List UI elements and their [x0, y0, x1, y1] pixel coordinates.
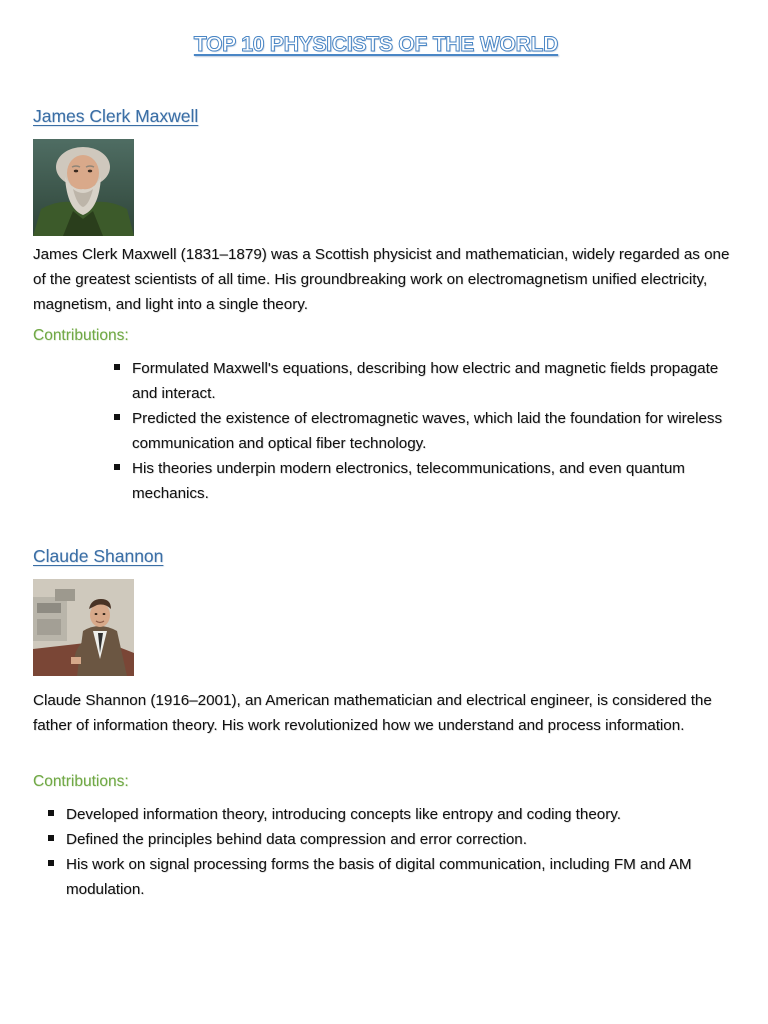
- maxwell-contributions-list: [114, 356, 724, 506]
- square-bullet-icon: [114, 464, 120, 470]
- section-heading-shannon[interactable]: Claude Shannon: [33, 546, 164, 566]
- section-heading-maxwell[interactable]: James Clerk Maxwell: [33, 106, 199, 126]
- list-item-text: Defined the principles behind data compression and error correction.: [66, 831, 527, 848]
- list-item: [48, 802, 738, 827]
- maxwell-paragraph: James Clerk Maxwell (1831–1879) was a Scottish physicist and mathematician, widely regarded as one of the greatest scientists of all time. His groundbreaking work on electromagnetism unified electricity, magnetism, and light into a single theory.: [33, 246, 730, 313]
- shannon-contributions-label: Contributions:: [33, 773, 129, 790]
- list-item: [48, 852, 738, 902]
- list-item: [114, 406, 724, 456]
- maxwell-contributions-label: Contributions:: [33, 327, 129, 344]
- list-item: [48, 827, 738, 852]
- list-item-text: His theories underpin modern electronics, telecommunications, and even quantum mechanics.: [132, 460, 685, 502]
- list-item-text: Developed information theory, introducing concepts like entropy and coding theory.: [66, 806, 621, 823]
- document-title: TOP 10 PHYSICISTS OF THE WORLD: [193, 33, 559, 56]
- square-bullet-icon: [114, 414, 120, 420]
- shannon-contributions-list: [48, 802, 738, 902]
- maxwell-portrait: [33, 139, 134, 236]
- square-bullet-icon: [48, 835, 54, 841]
- list-item-text: His work on signal processing forms the basis of digital communication, including FM and AM modulation.: [66, 856, 692, 898]
- shannon-paragraph: Claude Shannon (1916–2001), an American mathematician and electrical engineer, is considered the father of information theory. His work revolutionized how we understand and process information.: [33, 692, 712, 734]
- square-bullet-icon: [114, 364, 120, 370]
- square-bullet-icon: [48, 860, 54, 866]
- list-item-text: Predicted the existence of electromagnetic waves, which laid the foundation for wireless communication and optical fiber technology.: [132, 410, 723, 452]
- shannon-portrait: [33, 579, 134, 676]
- square-bullet-icon: [48, 810, 54, 816]
- list-item-text: Formulated Maxwell's equations, describing how electric and magnetic fields propagate and interact.: [132, 360, 719, 402]
- list-item: [114, 456, 724, 506]
- list-item: [114, 356, 724, 406]
